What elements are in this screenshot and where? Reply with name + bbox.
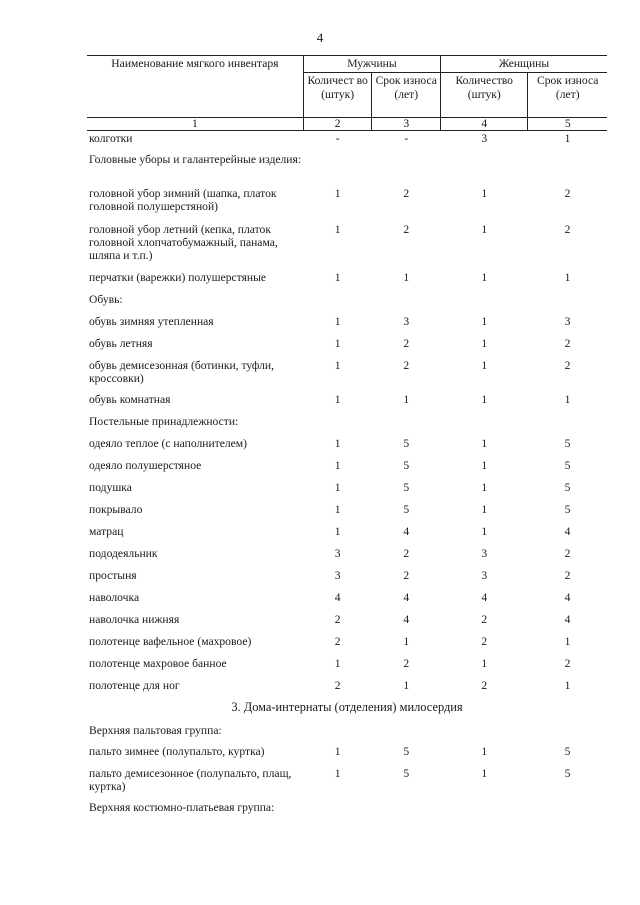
table-row	[87, 223, 607, 271]
table-row	[87, 187, 607, 223]
men-quantity-cell: 1	[334, 186, 341, 200]
women-quantity-cell: 1	[481, 656, 488, 670]
women-quantity-header: Количество (штук)	[441, 73, 528, 118]
item-name: Верхняя костюмно-платьевая группа:	[89, 800, 275, 814]
item-name: обувь летняя	[89, 336, 153, 350]
item-name: полотенце махровое банное	[89, 656, 227, 670]
women-quantity-cell: 3	[481, 568, 488, 582]
item-name: головной убор зимний (шапка, платок головной полушерстяной)	[89, 186, 277, 213]
women-wear-period-cell: 4	[564, 612, 571, 626]
men-quantity-cell: 1	[334, 436, 341, 450]
men-wear-period-cell: 2	[403, 568, 410, 582]
women-quantity-cell: 1	[481, 186, 488, 200]
women-wear-period-cell: 2	[564, 546, 571, 560]
women-quantity-cell: 1	[481, 314, 488, 328]
item-name: обувь демисезонная (ботинки, туфли, кроссовки)	[89, 358, 275, 385]
women-wear-period-header: Срок износа (лет)	[528, 73, 607, 118]
column-number-1: 1	[87, 118, 303, 131]
men-quantity-cell: 1	[334, 766, 341, 780]
women-wear-period-cell: 2	[564, 222, 571, 236]
name-column-header: Наименование мягкого инвентаря	[87, 56, 303, 118]
women-wear-period-cell: 5	[564, 744, 571, 758]
column-number-4: 4	[441, 118, 528, 131]
men-wear-period-cell: 5	[403, 480, 410, 494]
table-row	[87, 591, 607, 613]
women-wear-period-cell	[528, 153, 607, 187]
women-quantity-cell: 2	[481, 678, 488, 692]
item-name: одеяло теплое (с наполнителем)	[89, 436, 247, 450]
men-quantity-cell: 1	[334, 524, 341, 538]
men-wear-period-cell: 5	[403, 766, 410, 780]
table-row	[87, 503, 607, 525]
women-wear-period-cell: 5	[564, 502, 571, 516]
men-wear-period-cell: -	[404, 132, 409, 145]
item-name: пальто зимнее (полупальто, куртка)	[89, 744, 265, 758]
table-row	[87, 481, 607, 503]
men-quantity-cell: 3	[334, 546, 341, 560]
men-wear-period-header: Срок износа (лет)	[372, 73, 441, 118]
men-wear-period-cell	[372, 801, 441, 831]
men-wear-period-cell: 3	[403, 314, 410, 328]
women-wear-period-cell: 2	[564, 568, 571, 582]
column-number-2: 2	[303, 118, 372, 131]
column-number-row	[87, 118, 607, 131]
women-quantity-cell	[441, 801, 528, 831]
table-row	[87, 131, 607, 153]
men-quantity-cell	[303, 415, 372, 437]
men-wear-period-cell: 4	[403, 524, 410, 538]
women-wear-period-cell: 3	[564, 314, 571, 328]
women-wear-period-cell	[528, 801, 607, 831]
column-number-5: 5	[528, 118, 607, 131]
men-header: Мужчины	[303, 56, 440, 73]
women-wear-period-cell: 4	[564, 524, 571, 538]
women-wear-period-cell: 2	[564, 186, 571, 200]
women-quantity-cell: 1	[481, 524, 488, 538]
women-wear-period-cell	[528, 723, 607, 745]
column-number-3: 3	[372, 118, 441, 131]
table-body-section-3	[87, 723, 607, 831]
men-wear-period-cell: 2	[403, 186, 410, 200]
item-name: головной убор летний (кепка, платок головной хлопчатобумажный, панама, шляпа и т.п.)	[89, 222, 278, 262]
table-header	[87, 56, 607, 131]
men-wear-period-cell: 4	[403, 612, 410, 626]
women-wear-period-cell: 5	[564, 766, 571, 780]
table-row	[87, 359, 607, 393]
men-wear-period-cell	[372, 153, 441, 187]
women-quantity-cell: 1	[481, 358, 488, 372]
men-quantity-cell: 1	[334, 458, 341, 472]
table-row	[87, 767, 607, 801]
men-wear-period-cell	[372, 723, 441, 745]
women-wear-period-cell: 2	[564, 358, 571, 372]
table-row	[87, 525, 607, 547]
men-quantity-cell: 1	[334, 392, 341, 406]
item-name: пододеяльник	[89, 546, 158, 560]
table-row	[87, 635, 607, 657]
women-quantity-cell: 1	[481, 502, 488, 516]
women-quantity-cell	[441, 415, 528, 437]
section-title: 3. Дома-интернаты (отделения) милосердия	[231, 699, 463, 714]
item-name: простыня	[89, 568, 137, 582]
men-wear-period-cell: 1	[403, 270, 410, 284]
table-row	[87, 271, 607, 293]
men-quantity-cell: 3	[334, 568, 341, 582]
men-quantity-cell: 2	[334, 634, 341, 648]
men-wear-period-cell: 1	[403, 634, 410, 648]
item-name: одеяло полушерстяное	[89, 458, 202, 472]
men-quantity-cell	[303, 801, 372, 831]
women-wear-period-cell: 5	[564, 458, 571, 472]
men-wear-period-cell: 5	[403, 436, 410, 450]
women-quantity-cell: 1	[481, 336, 488, 350]
men-quantity-cell: 1	[334, 222, 341, 236]
men-quantity-cell: 1	[334, 270, 341, 284]
women-quantity-cell: 1	[481, 766, 488, 780]
women-wear-period-cell: 2	[564, 656, 571, 670]
table-row	[87, 437, 607, 459]
item-name: обувь комнатная	[89, 392, 171, 406]
item-name: покрывало	[89, 502, 143, 516]
table-row	[87, 337, 607, 359]
item-name: Обувь:	[89, 292, 123, 306]
men-wear-period-cell: 2	[403, 336, 410, 350]
men-quantity-cell: -	[335, 132, 340, 145]
women-quantity-cell: 1	[481, 222, 488, 236]
women-wear-period-cell: 1	[564, 132, 571, 145]
men-quantity-cell: 2	[334, 612, 341, 626]
men-quantity-cell	[303, 153, 372, 187]
item-name: матрац	[89, 524, 124, 538]
section-heading-group	[87, 701, 607, 723]
table-row	[87, 723, 607, 745]
item-name: полотенце вафельное (махровое)	[89, 634, 252, 648]
inventory-table	[87, 55, 607, 831]
women-quantity-cell: 4	[481, 590, 488, 604]
table-row	[87, 315, 607, 337]
men-quantity-cell	[303, 293, 372, 315]
women-quantity-cell: 1	[481, 458, 488, 472]
women-wear-period-cell: 1	[564, 634, 571, 648]
women-quantity-cell: 2	[481, 634, 488, 648]
item-name: Постельные принадлежности:	[89, 414, 239, 428]
women-quantity-cell	[441, 153, 528, 187]
item-name: Верхняя пальтовая группа:	[89, 723, 222, 737]
women-quantity-cell: 3	[481, 546, 488, 560]
women-wear-period-cell: 5	[564, 436, 571, 450]
table-row	[87, 393, 607, 415]
item-name: наволочка нижняя	[89, 612, 180, 626]
men-quantity-cell: 4	[334, 590, 341, 604]
table-body	[87, 131, 607, 701]
women-quantity-cell: 1	[481, 744, 488, 758]
men-wear-period-cell: 1	[403, 678, 410, 692]
item-name: Головные уборы и галантерейные изделия:	[89, 152, 302, 166]
men-quantity-cell	[303, 723, 372, 745]
women-quantity-cell: 1	[481, 270, 488, 284]
table-row	[87, 657, 607, 679]
men-quantity-cell: 1	[334, 336, 341, 350]
men-quantity-cell: 1	[334, 314, 341, 328]
table-row	[87, 613, 607, 635]
men-wear-period-cell: 1	[403, 392, 410, 406]
table-row	[87, 459, 607, 481]
women-quantity-cell	[441, 293, 528, 315]
item-name: перчатки (варежки) полушерстяные	[89, 270, 267, 284]
men-wear-period-cell: 5	[403, 502, 410, 516]
table-row	[87, 547, 607, 569]
men-wear-period-cell: 5	[403, 458, 410, 472]
women-quantity-cell: 1	[481, 480, 488, 494]
women-quantity-cell	[441, 723, 528, 745]
table-row	[87, 293, 607, 315]
women-quantity-cell: 1	[481, 392, 488, 406]
item-name: пальто демисезонное (полупальто, плащ, куртка)	[89, 766, 292, 793]
table-row	[87, 801, 607, 831]
men-wear-period-cell: 4	[403, 590, 410, 604]
women-wear-period-cell: 4	[564, 590, 571, 604]
women-quantity-cell: 2	[481, 612, 488, 626]
item-name: колготки	[89, 132, 133, 145]
men-wear-period-cell: 2	[403, 222, 410, 236]
women-wear-period-cell	[528, 415, 607, 437]
women-quantity-cell: 3	[481, 132, 488, 145]
women-wear-period-cell: 1	[564, 392, 571, 406]
men-quantity-cell: 2	[334, 678, 341, 692]
men-quantity-cell: 1	[334, 744, 341, 758]
table-row	[87, 569, 607, 591]
men-quantity-cell: 1	[334, 358, 341, 372]
section-heading-row	[87, 701, 607, 723]
women-wear-period-cell	[528, 293, 607, 315]
women-wear-period-cell: 2	[564, 336, 571, 350]
item-name: полотенце для ног	[89, 678, 180, 692]
item-name: подушка	[89, 480, 132, 494]
men-wear-period-cell	[372, 293, 441, 315]
men-quantity-cell: 1	[334, 480, 341, 494]
inventory-sheet	[87, 55, 607, 831]
table-row	[87, 415, 607, 437]
table-row	[87, 745, 607, 767]
women-wear-period-cell: 1	[564, 678, 571, 692]
men-quantity-cell: 1	[334, 656, 341, 670]
women-wear-period-cell: 5	[564, 480, 571, 494]
page-number: 4	[316, 30, 324, 45]
men-wear-period-cell: 2	[403, 358, 410, 372]
table-row	[87, 153, 607, 187]
item-name: наволочка	[89, 590, 140, 604]
table-row	[87, 679, 607, 701]
women-wear-period-cell: 1	[564, 270, 571, 284]
men-wear-period-cell: 5	[403, 744, 410, 758]
men-wear-period-cell: 2	[403, 546, 410, 560]
women-header: Женщины	[441, 56, 607, 73]
women-quantity-cell: 1	[481, 436, 488, 450]
item-name: обувь зимняя утепленная	[89, 314, 214, 328]
men-quantity-cell: 1	[334, 502, 341, 516]
men-wear-period-cell	[372, 415, 441, 437]
men-quantity-header: Количест во (штук)	[303, 73, 372, 118]
men-wear-period-cell: 2	[403, 656, 410, 670]
